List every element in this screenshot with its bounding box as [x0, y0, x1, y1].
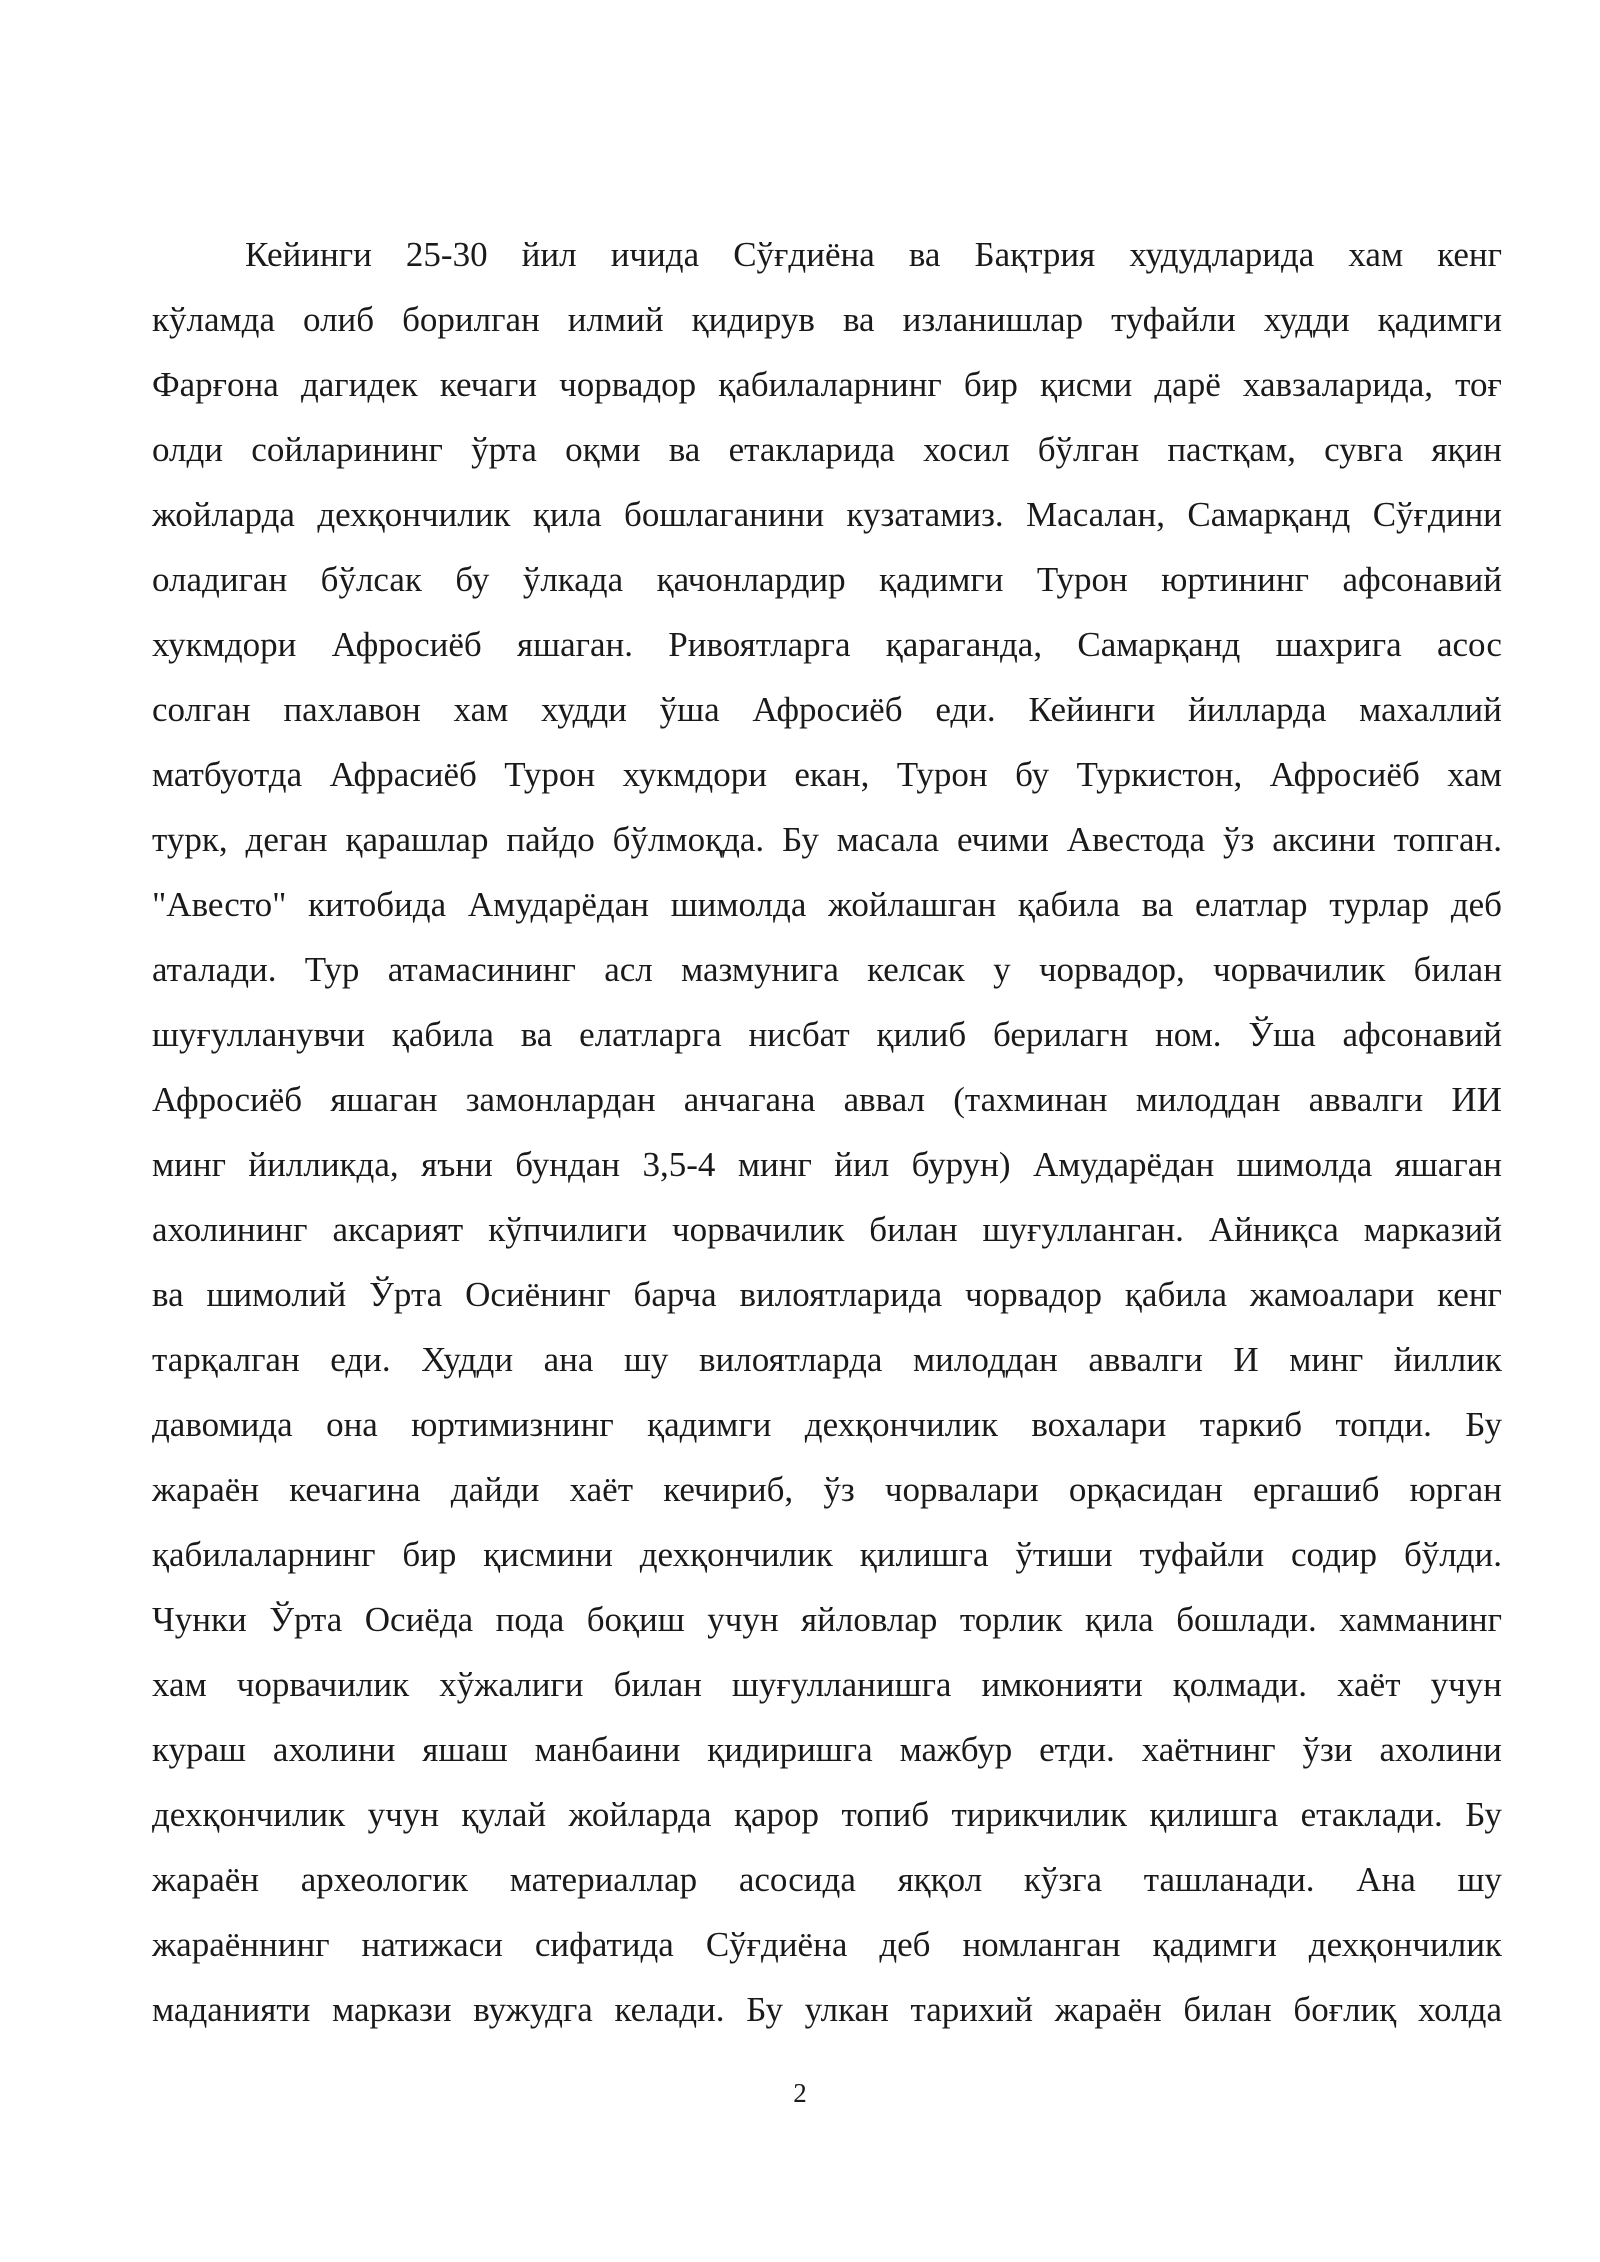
text-line: жараён археологик материаллар асосида яққол кўзга ташланади. Ана шу: [152, 1860, 1502, 1899]
text-line: хукмдори Афросиёб яшаган. Ривоятларга қараганда, Самарқанд шахрига асос: [152, 625, 1502, 664]
text-line: оладиган бўлсак бу ўлкада қачонлардир қадимги Турон юртининг афсонавий: [152, 560, 1502, 599]
text-line: маданияти маркази вужудга келади. Бу улкан тарихий жараён билан боғлиқ холда: [152, 1990, 1502, 2029]
text-line: кураш ахолини яшаш манбаини қидиришга мажбур етди. хаётнинг ўзи ахолини: [152, 1730, 1502, 1769]
text-line: матбуотда Афрасиёб Турон хукмдори екан, Турон бу Туркистон, Афросиёб хам: [152, 755, 1502, 794]
text-line: аталади. Тур атамасининг асл мазмунига келсак у чорвадор, чорвачилик билан: [152, 950, 1502, 989]
text-line: турк, деган қарашлар пайдо бўлмоқда. Бу масала ечими Авестода ўз аксини топган.: [152, 820, 1502, 859]
text-line: "Авесто" китобида Амударёдан шимолда жойлашган қабила ва елатлар турлар деб: [152, 885, 1502, 924]
text-line: дехқончилик учун қулай жойларда қарор топиб тирикчилик қилишга етаклади. Бу: [152, 1795, 1502, 1834]
text-line: олди сойларининг ўрта оқми ва етакларида хосил бўлган пастқам, сувга яқин: [152, 430, 1502, 469]
text-line: Фарғона дагидек кечаги чорвадор қабилаларнинг бир қисми дарё хавзаларида, тоғ: [152, 365, 1502, 404]
text-line: давомида она юртимизнинг қадимги дехқончилик вохалари таркиб топди. Бу: [152, 1405, 1502, 1444]
text-line: қабилаларнинг бир қисмини дехқончилик қилишга ўтиши туфайли содир бўлди.: [152, 1535, 1502, 1574]
text-line: кўламда олиб борилган илмий қидирув ва изланишлар туфайли худди қадимги: [152, 300, 1502, 339]
text-line: Афросиёб яшаган замонлардан анчагана аввал (тахминан милоддан аввалги ИИ: [152, 1080, 1502, 1119]
text-line: Кейинги 25-30 йил ичида Сўғдиёна ва Бақтрия худудларида хам кенг: [245, 235, 1502, 274]
text-line: ва шимолий Ўрта Осиёнинг барча вилоятларида чорвадор қабила жамоалари кенг: [152, 1275, 1502, 1314]
text-line: жараённинг натижаси сифатида Сўғдиёна деб номланган қадимги дехқончилик: [152, 1925, 1502, 1964]
text-line: шуғулланувчи қабила ва елатларга нисбат қилиб берилагн ном. Ўша афсонавий: [152, 1015, 1502, 1054]
text-line: Чунки Ўрта Осиёда пода боқиш учун яйловлар торлик қила бошлади. хамманинг: [152, 1600, 1502, 1639]
text-line: хам чорвачилик хўжалиги билан шуғулланишга имконияти қолмади. хаёт учун: [152, 1665, 1502, 1704]
page-number: 2: [793, 2078, 807, 2108]
text-line: солган пахлавон хам худди ўша Афросиёб еди. Кейинги йилларда махаллий: [152, 690, 1502, 729]
text-line: ахолининг аксарият кўпчилиги чорвачилик билан шуғулланган. Айниқса марказий: [152, 1210, 1502, 1249]
text-line: жойларда дехқончилик қила бошлаганини кузатамиз. Масалан, Самарқанд Сўғдини: [152, 495, 1502, 534]
text-line: минг йилликда, яъни бундан 3,5-4 минг йил бурун) Амударёдан шимолда яшаган: [152, 1145, 1502, 1184]
text-line: тарқалган еди. Худди ана шу вилоятларда милоддан аввалги И минг йиллик: [152, 1340, 1502, 1379]
body-paragraph: [152, 222, 1502, 2042]
text-line: жараён кечагина дайди хаёт кечириб, ўз чорвалари орқасидан ергашиб юрган: [152, 1470, 1502, 1509]
